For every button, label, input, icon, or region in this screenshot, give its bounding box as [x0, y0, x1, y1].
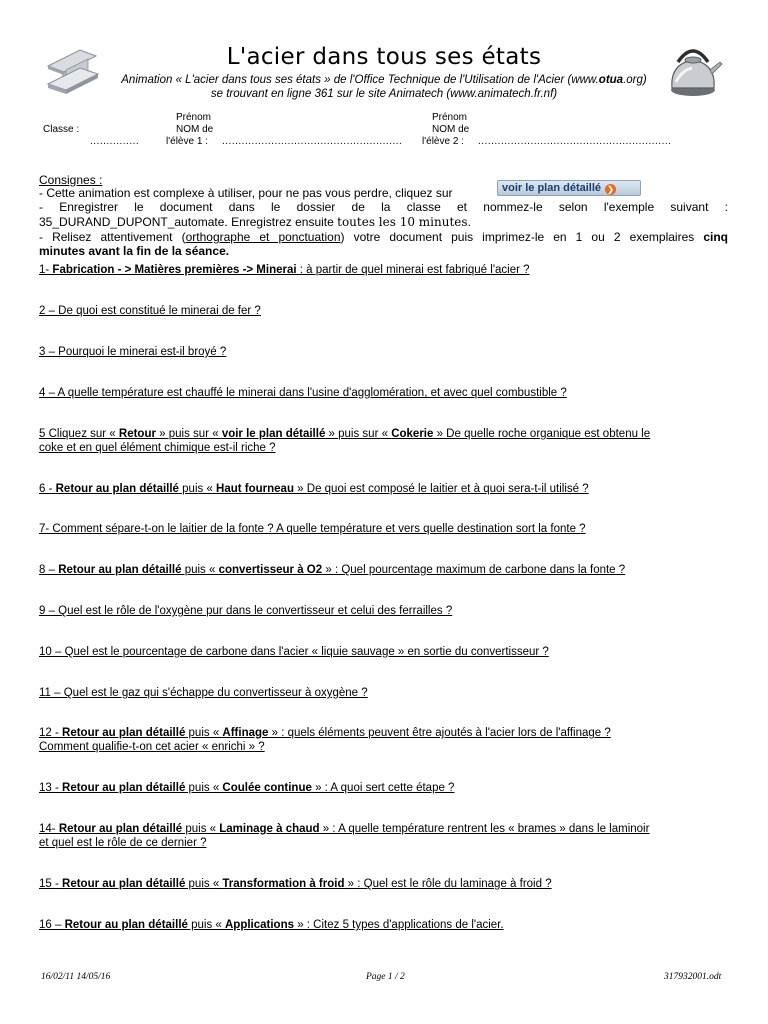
question-14: 14- Retour au plan détaillé puis « Laminage à chaud » : A quelle température rentrent les « brames » dans le laminoir — [39, 823, 650, 835]
prenom-label-1: Prénom — [176, 112, 212, 123]
subtitle-location: se trouvant en ligne 361 sur le site Animatech (www.animatech.fr.nf) — [210, 88, 558, 100]
arrow-circle-icon: ❯ — [605, 184, 616, 195]
nom-label-2: NOM de — [432, 124, 470, 135]
question-3: 3 – Pourquoi le minerai est-il broyé ? — [39, 346, 227, 358]
question-5-cont: coke et en quel élément chimique est-il riche ? — [39, 442, 276, 454]
footer-date: 16/02/11 14/05/16 — [41, 972, 111, 982]
question-8: 8 – Retour au plan détaillé puis « convertisseur à O2 » : Quel pourcentage maximum de carbone dans la fonte ? — [39, 564, 626, 576]
question-2: 2 – De quoi est constitué le minerai de fer ? — [39, 305, 261, 317]
classe-label: Classe : — [43, 124, 80, 135]
question-4: 4 – A quelle température est chauffé le minerai dans l'usine d'agglomération, et avec quel combustible ? — [39, 387, 567, 399]
question-14-cont: et quel est le rôle de ce dernier ? — [39, 837, 207, 849]
eleve2-label: l'élève 2 : — [422, 136, 464, 147]
question-12: 12 - Retour au plan détaillé puis « Affinage » : quels éléments peuvent être ajoutés à l'acier lors de l'affinage ? — [39, 727, 611, 739]
classe-field[interactable]: ............... — [90, 136, 140, 147]
question-13: 13 - Retour au plan détaillé puis « Coulée continue » : A quoi sert cette étape ? — [39, 782, 455, 794]
voir-plan-button[interactable]: voir le plan détaillé ❯ — [497, 180, 641, 196]
question-7: 7- Comment sépare-t-on le laitier de la fonte ? A quelle température et vers quelle destination sort la fonte ? — [39, 523, 586, 535]
subtitle-animation: Animation « L'acier dans tous ses états » de l'Office Technique de l'Utilisation de l'Acier (www.otua.org) — [121, 74, 647, 86]
consigne-line-5: minutes avant la fin de la séance. — [39, 244, 230, 258]
question-16: 16 – Retour au plan détaillé puis « Applications » : Citez 5 types d'applications de l'acier. — [39, 919, 504, 931]
nom-label-1: NOM de — [176, 124, 214, 135]
eleve1-label: l'élève 1 : — [166, 136, 208, 147]
eleve2-field[interactable]: ........................................................... — [478, 136, 672, 147]
question-5: 5 Cliquez sur « Retour » puis sur « voir le plan détaillé » puis sur « Cokerie » De quelle roche organique est obtenu le — [39, 428, 651, 440]
question-1: 1- Fabrication - > Matières premières -> Minerai : à partir de quel minerai est fabriqué l'acier ? — [39, 264, 530, 276]
question-12-cont: Comment qualifie-t-on cet acier « enrichi » ? — [39, 741, 265, 753]
footer-page: Page 1 / 2 — [366, 972, 405, 982]
consigne-line-3: 35_DURAND_DUPONT_automate. Enregistrez ensuite toutes les 10 minutes. — [39, 215, 471, 229]
page-title: L'acier dans tous ses états — [226, 44, 542, 70]
question-10: 10 – Quel est le pourcentage de carbone dans l'acier « liquie sauvage » en sortie du convertisseur ? — [39, 646, 549, 658]
consignes-heading: Consignes : — [39, 173, 103, 187]
prenom-label-2: Prénom — [432, 112, 468, 123]
question-9: 9 – Quel est le rôle de l'oxygène pur dans le convertisseur et celui des ferrailles ? — [39, 605, 453, 617]
consigne-line-1: - Cette animation est complexe à utiliser, pour ne pas vous perdre, cliquez sur — [39, 186, 453, 200]
footer-filename: 317932001.odt — [664, 972, 722, 982]
question-11: 11 – Quel est le gaz qui s'échappe du convertisseur à oxygène ? — [39, 687, 368, 699]
consigne-line-2: - Enregistrer le document dans le dossier de la classe et nommez-le selon l'exemple suivant : — [39, 200, 728, 214]
question-6: 6 - Retour au plan détaillé puis « Haut fourneau » De quoi est composé le laitier et à quoi sera-t-il utilisé ? — [39, 483, 589, 495]
question-15: 15 - Retour au plan détaillé puis « Transformation à froid » : Quel est le rôle du laminage à froid ? — [39, 878, 552, 890]
consigne-line-4: - Relisez attentivement (orthographe et ponctuation) votre document puis imprimez-le en 1 ou 2 exemplaires cinq — [39, 230, 728, 244]
eleve1-field[interactable]: ....................................................... — [222, 136, 403, 147]
